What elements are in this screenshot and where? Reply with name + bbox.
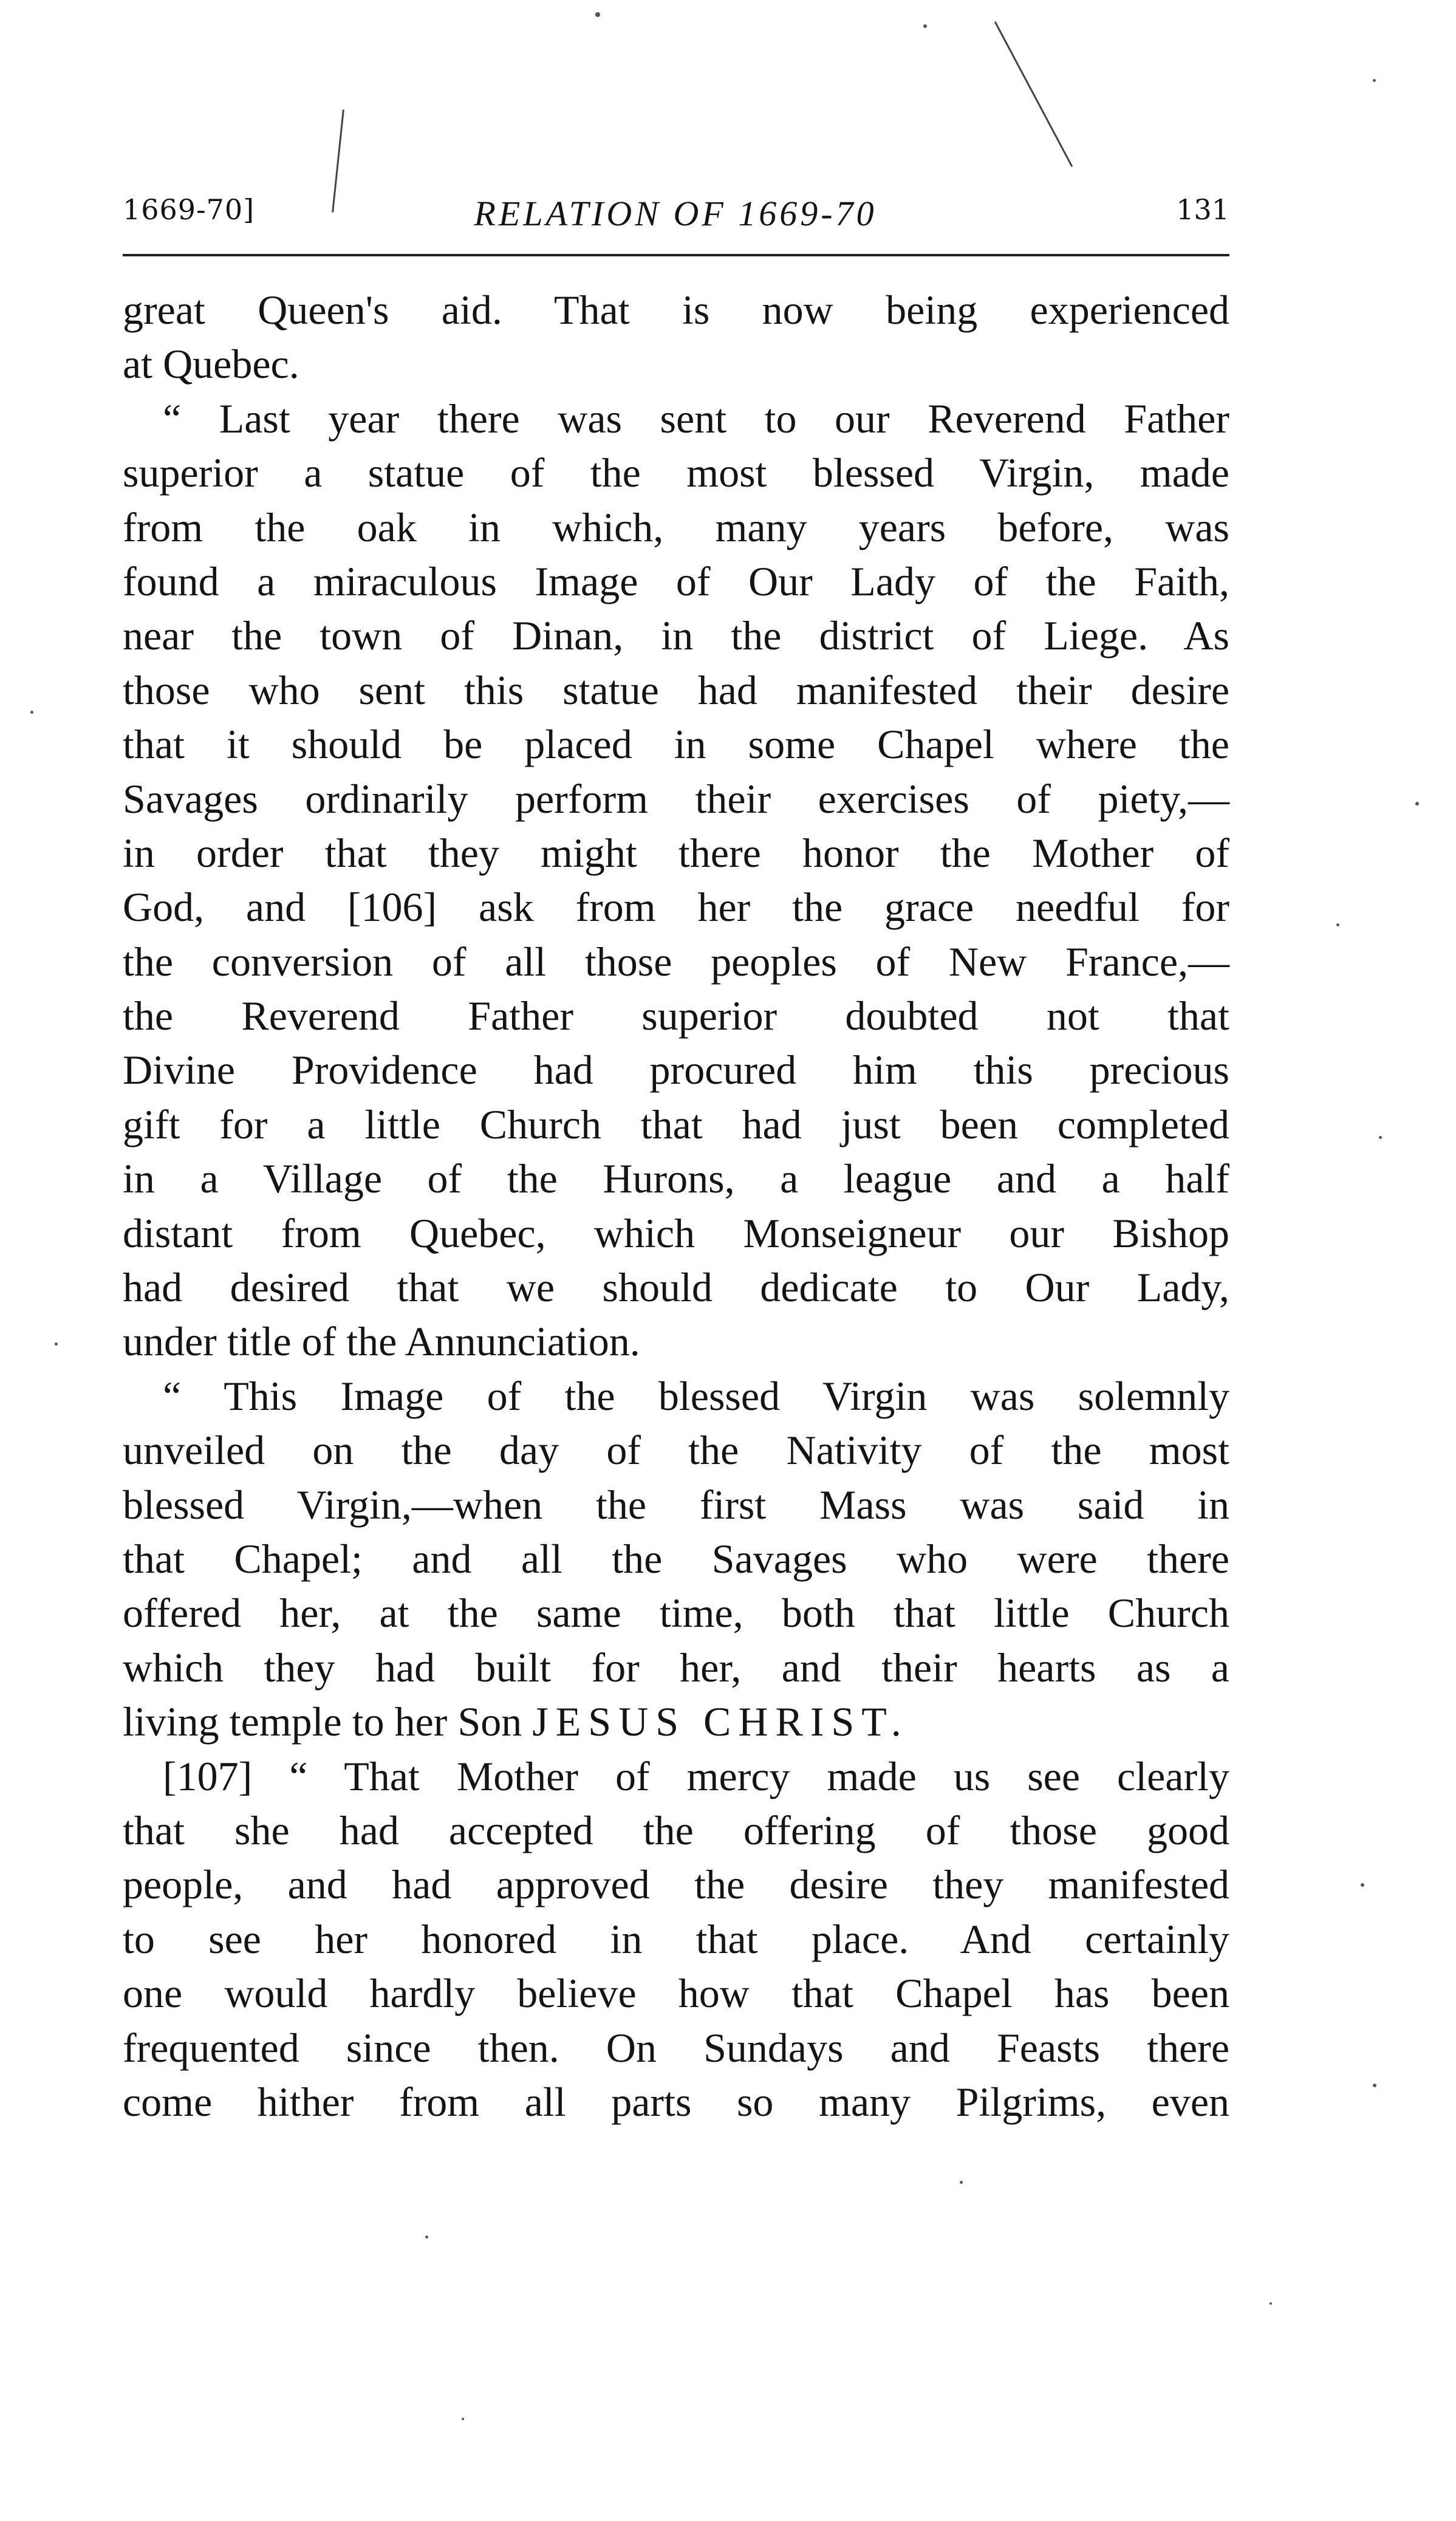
text-line: superior a statue of the most blessed Virgin, made (123, 450, 1229, 496)
text-line: to see her honored in that place. And certainly (123, 1915, 1229, 1962)
speck (425, 2235, 428, 2239)
text-line: frequented since then. On Sundays and Feasts there (123, 2024, 1229, 2071)
header-rule (123, 254, 1229, 256)
text-line: in order that they might there honor the Mother of (123, 829, 1229, 876)
smallcaps-name: JESUS CHRIST. (532, 1698, 909, 1745)
text-line: that she had accepted the offering of those good (123, 1807, 1229, 1853)
speck (1415, 802, 1419, 806)
speck (960, 2181, 963, 2184)
header-title: RELATION OF 1669-70 (474, 194, 877, 233)
text-line-part: living temple to her Son (123, 1698, 533, 1745)
text-line: from the oak in which, many years before, was (123, 504, 1229, 550)
text-line: God, and [106] ask from her the grace needful for (123, 884, 1229, 931)
text-line: under title of the Annunciation. (123, 1318, 640, 1365)
text-line: [107] “ That Mother of mercy made us see clearly (163, 1753, 1229, 1799)
page-number: 131 (1176, 193, 1229, 226)
text-line: Savages ordinarily perform their exercises of piety,— (123, 775, 1229, 822)
speck (462, 2418, 464, 2420)
text-line: offered her, at the same time, both that little Church (123, 1590, 1229, 1637)
speck (1270, 2302, 1272, 2305)
text-line: distant from Quebec, which Monseigneur our Bishop (123, 1209, 1229, 1256)
text-line: that Chapel; and all the Savages who were there (123, 1535, 1229, 1582)
text-line: unveiled on the day of the Nativity of the most (123, 1427, 1229, 1474)
text-line: found a miraculous Image of Our Lady of the Faith, (123, 558, 1229, 604)
text-line: “ Last year there was sent to our Reverend Father (163, 395, 1229, 442)
speck (1373, 79, 1376, 82)
speck (595, 12, 600, 17)
running-head (123, 193, 1229, 248)
speck (1379, 1136, 1382, 1139)
text-line (123, 1695, 1229, 1749)
header-date-range: 1669-70] (123, 193, 255, 226)
speck (1336, 923, 1339, 926)
body-text (123, 283, 1229, 2129)
speck (923, 24, 927, 28)
text-line: that it should be placed in some Chapel where the (123, 721, 1229, 768)
text-line: those who sent this statue had manifested their desire (123, 666, 1229, 713)
text-line: had desired that we should dedicate to Our Lady, (123, 1264, 1229, 1311)
text-line: Divine Providence had procured him this precious (123, 1047, 1229, 1093)
ink-stroke (994, 21, 1073, 167)
text-line: blessed Virgin,—when the first Mass was said in (123, 1481, 1229, 1528)
text-line: people, and had approved the desire they manifested (123, 1861, 1229, 1908)
text-line: “ This Image of the blessed Virgin was solemnly (163, 1372, 1229, 1419)
text-line: the conversion of all those peoples of New France,— (123, 938, 1229, 985)
text-line: the Reverend Father superior doubted not that (123, 993, 1229, 1039)
text-line: at Quebec. (123, 341, 299, 388)
text-line: in a Village of the Hurons, a league and a half (123, 1155, 1229, 1202)
text-line: one would hardly believe how that Chapel has been (123, 1970, 1229, 2017)
text-line: come hither from all parts so many Pilgrims, even (123, 2078, 1229, 2125)
speck (30, 711, 33, 714)
text-line: great Queen's aid. That is now being experienced (123, 287, 1229, 333)
text-line: near the town of Dinan, in the district of Liege. As (123, 612, 1229, 659)
speck (1373, 2084, 1376, 2087)
text-line: gift for a little Church that had just been completed (123, 1101, 1229, 1148)
text-line: which they had built for her, and their hearts as a (123, 1644, 1229, 1691)
speck (55, 1343, 58, 1346)
speck (1361, 1883, 1364, 1887)
